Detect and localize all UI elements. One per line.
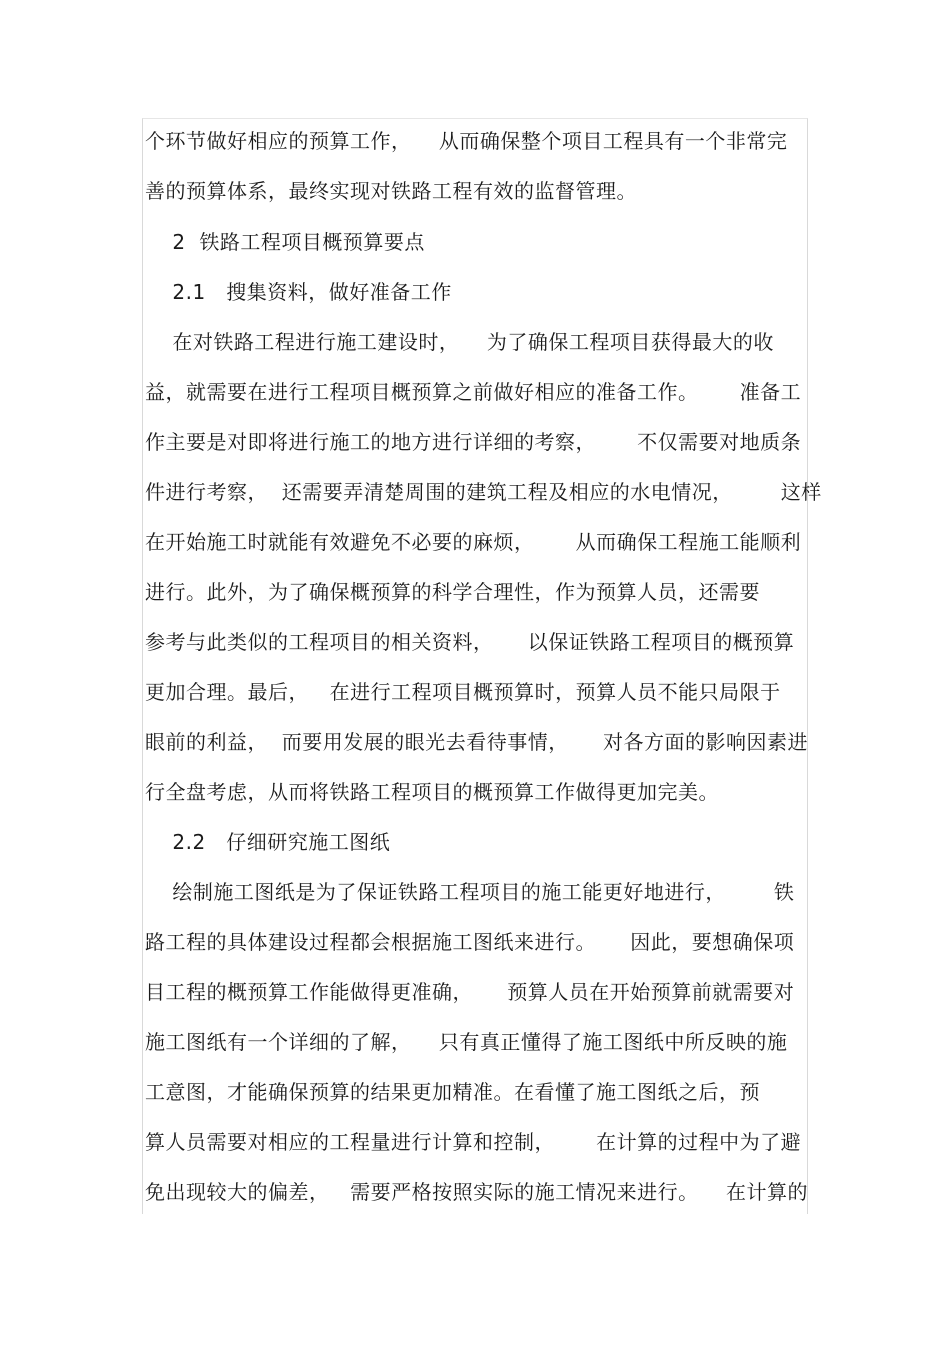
text-line: 件进行考察， 还需要弄清楚周围的建筑工程及相应的水电情况， 这样 xyxy=(145,480,822,504)
text-line: 行全盘考虑，从而将铁路工程项目的概预算工作做得更加完美。 xyxy=(145,780,719,804)
text-line: 个环节做好相应的预算工作， 从而确保整个项目工程具有一个非常完 xyxy=(145,129,788,153)
text-line: 路工程的具体建设过程都会根据施工图纸来进行。 因此，要想确保项 xyxy=(145,930,795,954)
text-line: 更加合理。最后， 在进行工程项目概预算时，预算人员不能只局限于 xyxy=(145,680,781,704)
subsection-heading: 2.1 搜集资料，做好准备工作 xyxy=(145,280,452,304)
text-line: 工意图，才能确保预算的结果更加精准。在看懂了施工图纸之后，预 xyxy=(145,1080,760,1104)
text-line: 作主要是对即将进行施工的地方进行详细的考察， 不仅需要对地质条 xyxy=(145,430,802,454)
text-line: 在对铁路工程进行施工建设时， 为了确保工程项目获得最大的收 xyxy=(145,330,774,354)
text-line: 善的预算体系，最终实现对铁路工程有效的监督管理。 xyxy=(145,179,637,203)
section-heading: 2 铁路工程项目概预算要点 xyxy=(145,230,425,254)
text-line: 施工图纸有一个详细的了解， 只有真正懂得了施工图纸中所反映的施 xyxy=(145,1030,788,1054)
text-line: 益，就需要在进行工程项目概预算之前做好相应的准备工作。 准备工 xyxy=(145,380,802,404)
text-line: 在开始施工时就能有效避免不必要的麻烦， 从而确保工程施工能顺利 xyxy=(145,530,802,554)
text-line: 进行。此外，为了确保概预算的科学合理性，作为预算人员，还需要 xyxy=(145,580,760,604)
subsection-heading: 2.2 仔细研究施工图纸 xyxy=(145,830,391,854)
text-line: 参考与此类似的工程项目的相关资料， 以保证铁路工程项目的概预算 xyxy=(145,630,795,654)
text-line: 绘制施工图纸是为了保证铁路工程项目的施工能更好地进行， 铁 xyxy=(145,880,795,904)
text-line: 目工程的概预算工作能做得更准确， 预算人员在开始预算前就需要对 xyxy=(145,980,795,1004)
text-line: 算人员需要对相应的工程量进行计算和控制， 在计算的过程中为了避 xyxy=(145,1130,802,1154)
text-line: 眼前的利益， 而要用发展的眼光去看待事情， 对各方面的影响因素进 xyxy=(145,730,809,754)
text-line: 免出现较大的偏差， 需要严格按照实际的施工情况来进行。 在计算的 xyxy=(145,1180,809,1204)
